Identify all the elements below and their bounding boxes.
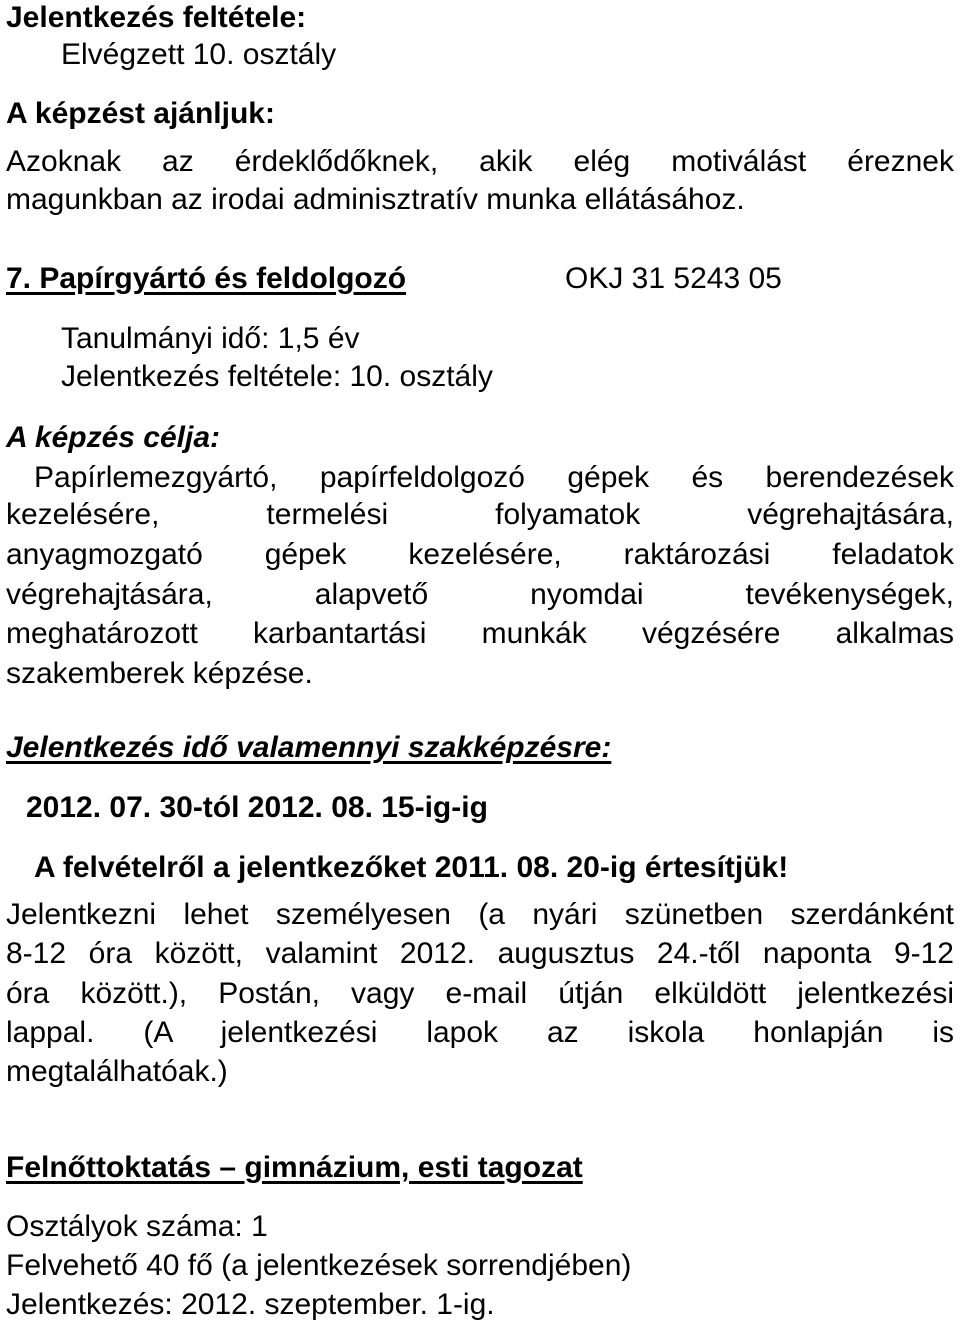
adult-classes: Osztályok száma: 1 bbox=[6, 1210, 268, 1243]
application-notice: A felvételről a jelentkezőket 2011. 08. 20-ig értesítjük! bbox=[34, 851, 789, 884]
application-info-4: lappal. (A jelentkezési lapok az iskola honlapján is bbox=[6, 1016, 954, 1049]
requirement-heading: Jelentkezés feltétele: bbox=[6, 1, 307, 34]
application-info-3: óra között.), Postán, vagy e-mail útján elküldött jelentkezési bbox=[6, 977, 954, 1010]
adult-education-heading: Felnőttoktatás – gimnázium, esti tagozat bbox=[6, 1151, 583, 1184]
goal-line-5: meghatározott karbantartási munkák végzésére alkalmas bbox=[6, 617, 954, 650]
goal-line-4: végrehajtására, alapvető nyomdai tevékenységek, bbox=[6, 578, 954, 611]
course-title: 7. Papírgyártó és feldolgozó bbox=[6, 262, 407, 295]
recommend-heading: A képzést ajánljuk: bbox=[6, 97, 275, 130]
goal-line-6: szakemberek képzése. bbox=[6, 657, 313, 690]
course-requirement: Jelentkezés feltétele: 10. osztály bbox=[61, 360, 493, 393]
course-okj-code: OKJ 31 5243 05 bbox=[565, 262, 782, 295]
application-heading: Jelentkezés idő valamennyi szakképzésre: bbox=[6, 731, 612, 764]
application-info-2: 8-12 óra között, valamint 2012. augusztus 24.-től naponta 9-12 bbox=[6, 937, 954, 970]
recommend-line-2: magunkban az irodai adminisztratív munka ellátásához. bbox=[6, 183, 745, 216]
application-info-5: megtalálhatóak.) bbox=[6, 1055, 228, 1088]
goal-line-1: Papírlemezgyártó, papírfeldolgozó gépek és berendezések bbox=[34, 461, 954, 494]
adult-deadline: Jelentkezés: 2012. szeptember. 1-ig. bbox=[6, 1288, 495, 1321]
goal-line-3: anyagmozgató gépek kezelésére, raktározási feladatok bbox=[6, 538, 954, 571]
application-period: 2012. 07. 30-tól 2012. 08. 15-ig-ig bbox=[26, 791, 488, 824]
application-info-1: Jelentkezni lehet személyesen (a nyári szünetben szerdánként bbox=[6, 898, 954, 931]
adult-capacity: Felvehető 40 fő (a jelentkezések sorrendjében) bbox=[6, 1249, 632, 1282]
course-study-time: Tanulmányi idő: 1,5 év bbox=[61, 322, 360, 355]
goal-heading: A képzés célja: bbox=[6, 421, 220, 454]
requirement-value: Elvégzett 10. osztály bbox=[61, 38, 337, 71]
recommend-line-1: Azoknak az érdeklődőknek, akik elég motiválást éreznek bbox=[6, 145, 954, 178]
goal-line-2: kezelésére, termelési folyamatok végrehajtására, bbox=[6, 498, 954, 531]
